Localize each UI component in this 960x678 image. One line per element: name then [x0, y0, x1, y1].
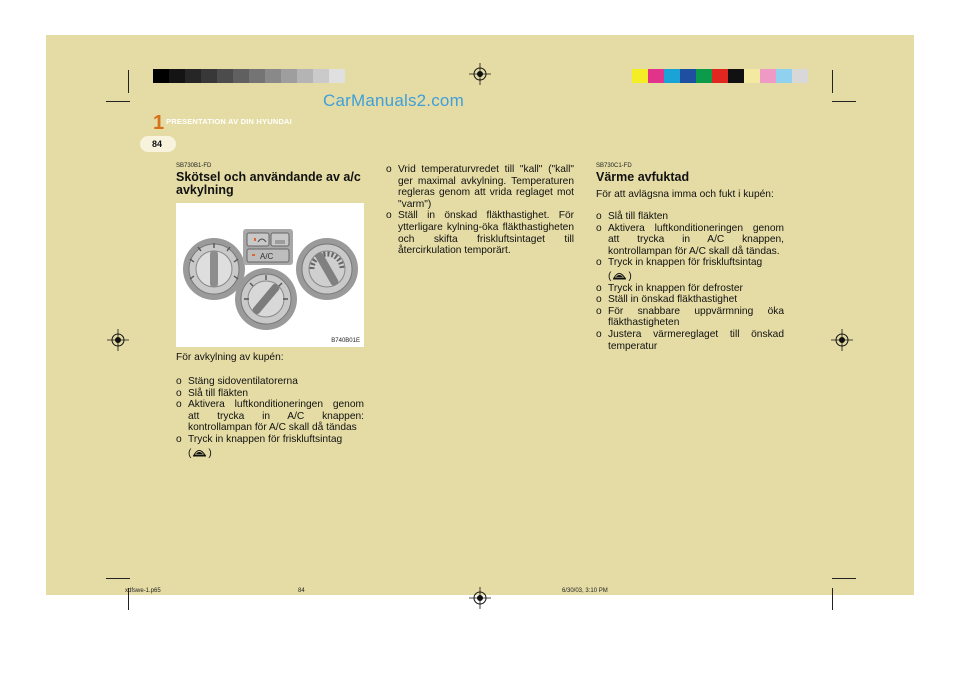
bullet: o [176, 387, 182, 399]
chapter-title: PRESENTATION AV DIN HYUNDAI [166, 117, 292, 126]
list-item-text: Aktivera luftkonditioneringen genom att trycka in A/C knappen, kontrollampan för A/C skall då tändas. [608, 222, 784, 257]
list-item-text: Stäng sidoventilatorerna [188, 376, 298, 387]
footer-page: 84 [298, 588, 305, 594]
paren-close: ) [628, 270, 632, 282]
list-item [386, 164, 574, 210]
list-item-text: Tryck in knappen för defroster [608, 282, 743, 294]
bullet: o [596, 328, 602, 340]
crop-mark [106, 578, 130, 579]
list-item [176, 434, 364, 459]
list-item [596, 223, 784, 258]
crop-mark [832, 578, 856, 579]
bullet: o [596, 211, 602, 222]
registration-mark-icon [831, 329, 853, 351]
list-item [596, 283, 784, 295]
bullet: o [596, 282, 602, 294]
bullet: o [596, 257, 602, 269]
bullet: o [596, 305, 602, 317]
section-ac-cooling-continued [386, 164, 574, 257]
fresh-air-icon [191, 446, 208, 457]
list-item [596, 257, 784, 282]
bullet: o [386, 210, 392, 222]
mode-knob [183, 238, 245, 300]
crop-mark [832, 70, 833, 93]
paren-close: ) [208, 447, 212, 459]
list-item [596, 294, 784, 306]
list-item [176, 388, 364, 400]
chapter-number: 1 [153, 112, 165, 134]
list-item [386, 210, 574, 256]
section-code: SB730C1-FD [596, 163, 632, 169]
list-item [596, 306, 784, 329]
fresh-air-icon [611, 269, 628, 280]
registration-mark-icon [469, 63, 491, 85]
ac-button-label: A/C [260, 252, 274, 261]
list-item-text: Justera värmereglaget till önskad temperatur [608, 328, 784, 352]
climate-control-figure [176, 203, 364, 347]
paren-open: ( [608, 270, 612, 282]
figure-caption: B740B01E [331, 338, 360, 344]
bullet: o [596, 294, 602, 306]
temperature-knob [296, 238, 358, 300]
list-item-text: Vrid temperaturvredet till "kall" ("kall" ger maximal avkylning. Temperaturen regleras genom att vrida reglaget mot "varm") [398, 164, 574, 210]
fan-knob [235, 268, 297, 330]
footer-file: xdfswe-1.p65 [125, 588, 161, 594]
instruction-list [596, 211, 784, 352]
list-item-text: För snabbare uppvärmning öka fläkthastigheten [608, 305, 784, 329]
list-item [596, 211, 784, 223]
section-title: Värme avfuktad [596, 170, 690, 184]
list-item-text: Slå till fläkten [188, 387, 249, 399]
crop-mark [106, 101, 130, 102]
bullet: o [596, 222, 602, 234]
section-intro: För avkylning av kupén: [176, 352, 284, 363]
section-ac-cooling [176, 163, 364, 459]
paren-open: ( [188, 447, 192, 459]
list-item-text: Ställ in önskad fläkthastighet [608, 294, 738, 306]
crop-mark [128, 70, 129, 93]
instruction-list [386, 164, 574, 257]
registration-mark-icon [469, 587, 491, 609]
bullet: o [176, 433, 182, 445]
list-item-text: Tryck in knappen för friskluftsintag [608, 257, 763, 269]
list-item [176, 376, 364, 388]
footer-timestamp: 6/30/03, 3:10 PM [562, 588, 608, 594]
watermark: CarManuals2.com [323, 91, 464, 110]
section-code: SB730B1-FD [176, 163, 212, 169]
list-item [596, 329, 784, 352]
bullet: o [176, 399, 182, 411]
page-number: 84 [152, 139, 163, 149]
section-intro: För att avlägsna imma och fukt i kupén: [596, 189, 774, 200]
section-title: Skötsel och användande av a/c avkylning [176, 170, 361, 197]
list-item [176, 399, 364, 434]
grayscale-bar [153, 69, 345, 83]
bullet: o [176, 376, 182, 387]
list-item-text: Ställ in önskad fläkthastighet. För ytterligare kylning-öka fläkthastigheten och skifta friskluftsintaget till återcirkulation temporärt. [398, 210, 574, 257]
list-item-text: Tryck in knappen för friskluftsintag [188, 433, 343, 445]
section-dehumidify-heating [596, 163, 784, 352]
bullet: o [386, 164, 392, 175]
list-item-text: Slå till fläkten [608, 211, 669, 222]
instruction-list [176, 376, 364, 459]
crop-mark [832, 101, 856, 102]
crop-mark [832, 588, 833, 610]
list-item-text: Aktivera luftkonditioneringen genom att trycka in A/C knappen: kontrollampan för A/C skall då tändas [188, 399, 364, 434]
registration-mark-icon [107, 329, 129, 351]
climate-panel-illustration [176, 203, 364, 347]
color-bar [632, 69, 808, 83]
button-block [243, 229, 293, 265]
